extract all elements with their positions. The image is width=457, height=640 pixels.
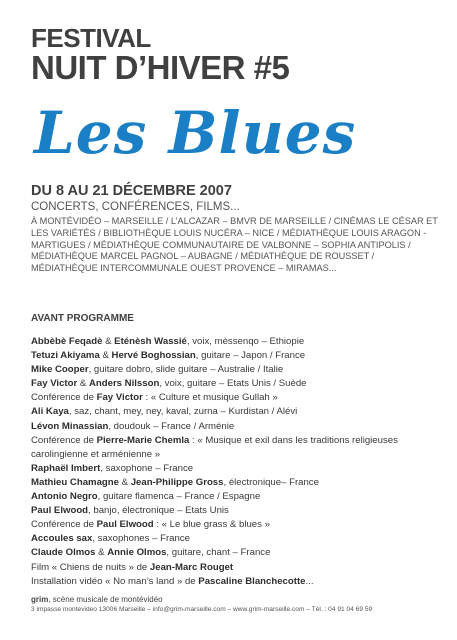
programme-artist: Anders Nilsson [88, 378, 160, 390]
programme-artist: Jean-Philippe Gross [130, 476, 224, 488]
footer [31, 594, 451, 615]
programme-prefix: Conférence de [31, 392, 97, 404]
festival-label: FESTIVAL [31, 23, 151, 53]
programme-detail: : « Culture et musique Gullah » [142, 392, 278, 404]
programme-detail: , saxophone – France [100, 462, 194, 474]
programme-detail: & [95, 547, 108, 559]
footer-organization [31, 594, 451, 605]
programme-artist: Mathieu Chamagne [31, 476, 119, 488]
venues-list: À MONTÉVIDÉO – MARSEILLE / L’ALCAZAR – BMVR DE MARSEILLE / CINÉMAS LE CÉSAR ET LES VARIÉTÉS / BIBLIOTHÈQUE LOUIS NUCÉRA – NICE / MÉDIATHÈQUE LOUIS ARAGON - MARTIGUES / MÉDIATHÈQUE COMMUNAUTAIRE DE VALBONNE – SOPHIA ANTIPOLIS / MÉDIATHÈQUE MARCEL PAGNOL – AUBAGNE / MÉDIATHÈQUE DE ROUSSET / MÉDIATHÈQUE INTERCOMMUNALE OUEST PROVENCE – MIRAMAS... [31, 216, 438, 274]
festival-subtitle: CONCERTS, CONFÉRENCES, FILMS... [31, 201, 240, 213]
programme-artist: Mike Cooper [31, 364, 89, 376]
programme-item [31, 405, 446, 419]
footer-org-description: , scène musicale de montévidéo [48, 595, 163, 604]
programme-item [31, 532, 446, 546]
programme-detail: , voix, guitare – Etats Unis / Suède [159, 378, 307, 390]
programme-detail: , banjo, électronique – Etats Unis [88, 505, 229, 517]
programme-heading: AVANT PROGRAMME [31, 313, 134, 324]
programme-detail: , guitare, chant – France [166, 547, 271, 559]
programme-item [31, 391, 446, 405]
programme-artist: Paul Elwood [96, 519, 154, 531]
programme-detail: & [102, 336, 115, 347]
programme-artist: Fay Victor [96, 392, 143, 404]
programme-artist: Abbèbè Feqadè [31, 336, 103, 347]
programme-artist: Paul Elwood [31, 505, 89, 517]
programme-item [31, 476, 446, 490]
programme-artist: Antonio Negro [31, 491, 98, 503]
programme-prefix: Conférence de [31, 434, 97, 446]
programme-artist: Accoules sax [31, 533, 93, 545]
programme-detail: , électronique– France [223, 476, 319, 488]
programme-item [31, 434, 446, 462]
programme-item [31, 561, 446, 575]
programme-artist: Raphaël Imbert [31, 462, 101, 474]
programme-item [31, 490, 446, 504]
programme-artist: Claude Olmos [31, 547, 96, 559]
programme-detail: : « Le blue grass & blues » [153, 519, 270, 531]
programme-artist: Pierre-Marie Chemla [96, 434, 190, 446]
programme-detail: ... [305, 575, 314, 587]
programme-detail: , guitare dobro, slide guitare – Australie / Italie [88, 364, 284, 376]
script-title: Les Blues [34, 99, 357, 167]
programme-item [31, 504, 446, 518]
programme-artist: Lévon Minassian [31, 420, 109, 432]
programme-item [31, 363, 446, 377]
programme-prefix: Installation vidéo « No man’s land » de [31, 575, 199, 587]
festival-title: NUIT D’HIVER #5 [31, 49, 290, 86]
programme-detail: , guitare – Japon / France [195, 350, 306, 362]
programme-item [31, 335, 446, 349]
programme-artist: Hervé Boghossian [111, 350, 196, 362]
programme-detail: , guitare flamenca – France / Espagne [97, 491, 261, 503]
programme-item [31, 518, 446, 532]
programme-item [31, 546, 446, 560]
programme-item [31, 377, 446, 391]
programme-detail: , voix, mèssenqo – Ethiopie [186, 336, 305, 347]
programme-item [31, 575, 446, 589]
programme-artist: Fay Victor [31, 378, 78, 390]
programme-artist: Eténèsh Wassié [114, 336, 187, 347]
programme-artist: Pascaline Blanchecotte [198, 575, 306, 587]
programme-item [31, 462, 446, 476]
festival-dates: DU 8 AU 21 DÉCEMBRE 2007 [31, 183, 232, 199]
programme-list [31, 335, 446, 589]
programme-detail: , saz, chant, mey, ney, kaval, zurna – Kurdistan / Alévi [68, 406, 298, 418]
programme-detail: , saxophones – France [92, 533, 190, 545]
programme-item [31, 349, 446, 363]
programme-artist: Ali Kaya [31, 406, 69, 418]
programme-detail: & [77, 378, 89, 390]
programme-prefix: Film « Chiens de nuits » de [31, 561, 150, 573]
programme-item [31, 420, 446, 434]
footer-org-name: grim [31, 595, 49, 604]
footer-address: 3 impasse montevideo 13006 Marseille – info@grim-marseille.com – www.grim-marseille.com – Tél. : 04 91 04 69 59 [31, 606, 373, 613]
programme-detail: & [99, 350, 112, 362]
programme-artist: Jean-Marc Rouget [149, 561, 234, 573]
programme-artist: Tetuzi Akiyama [31, 350, 100, 362]
programme-detail: , doudouk – France / Arménie [108, 420, 235, 432]
programme-detail: : « Musique et exil dans les traditions religieuses carolingienne et arménienne » [31, 434, 398, 460]
programme-detail: & [118, 476, 131, 488]
programme-artist: Annie Olmos [107, 547, 167, 559]
programme-prefix: Conférence de [31, 519, 97, 531]
